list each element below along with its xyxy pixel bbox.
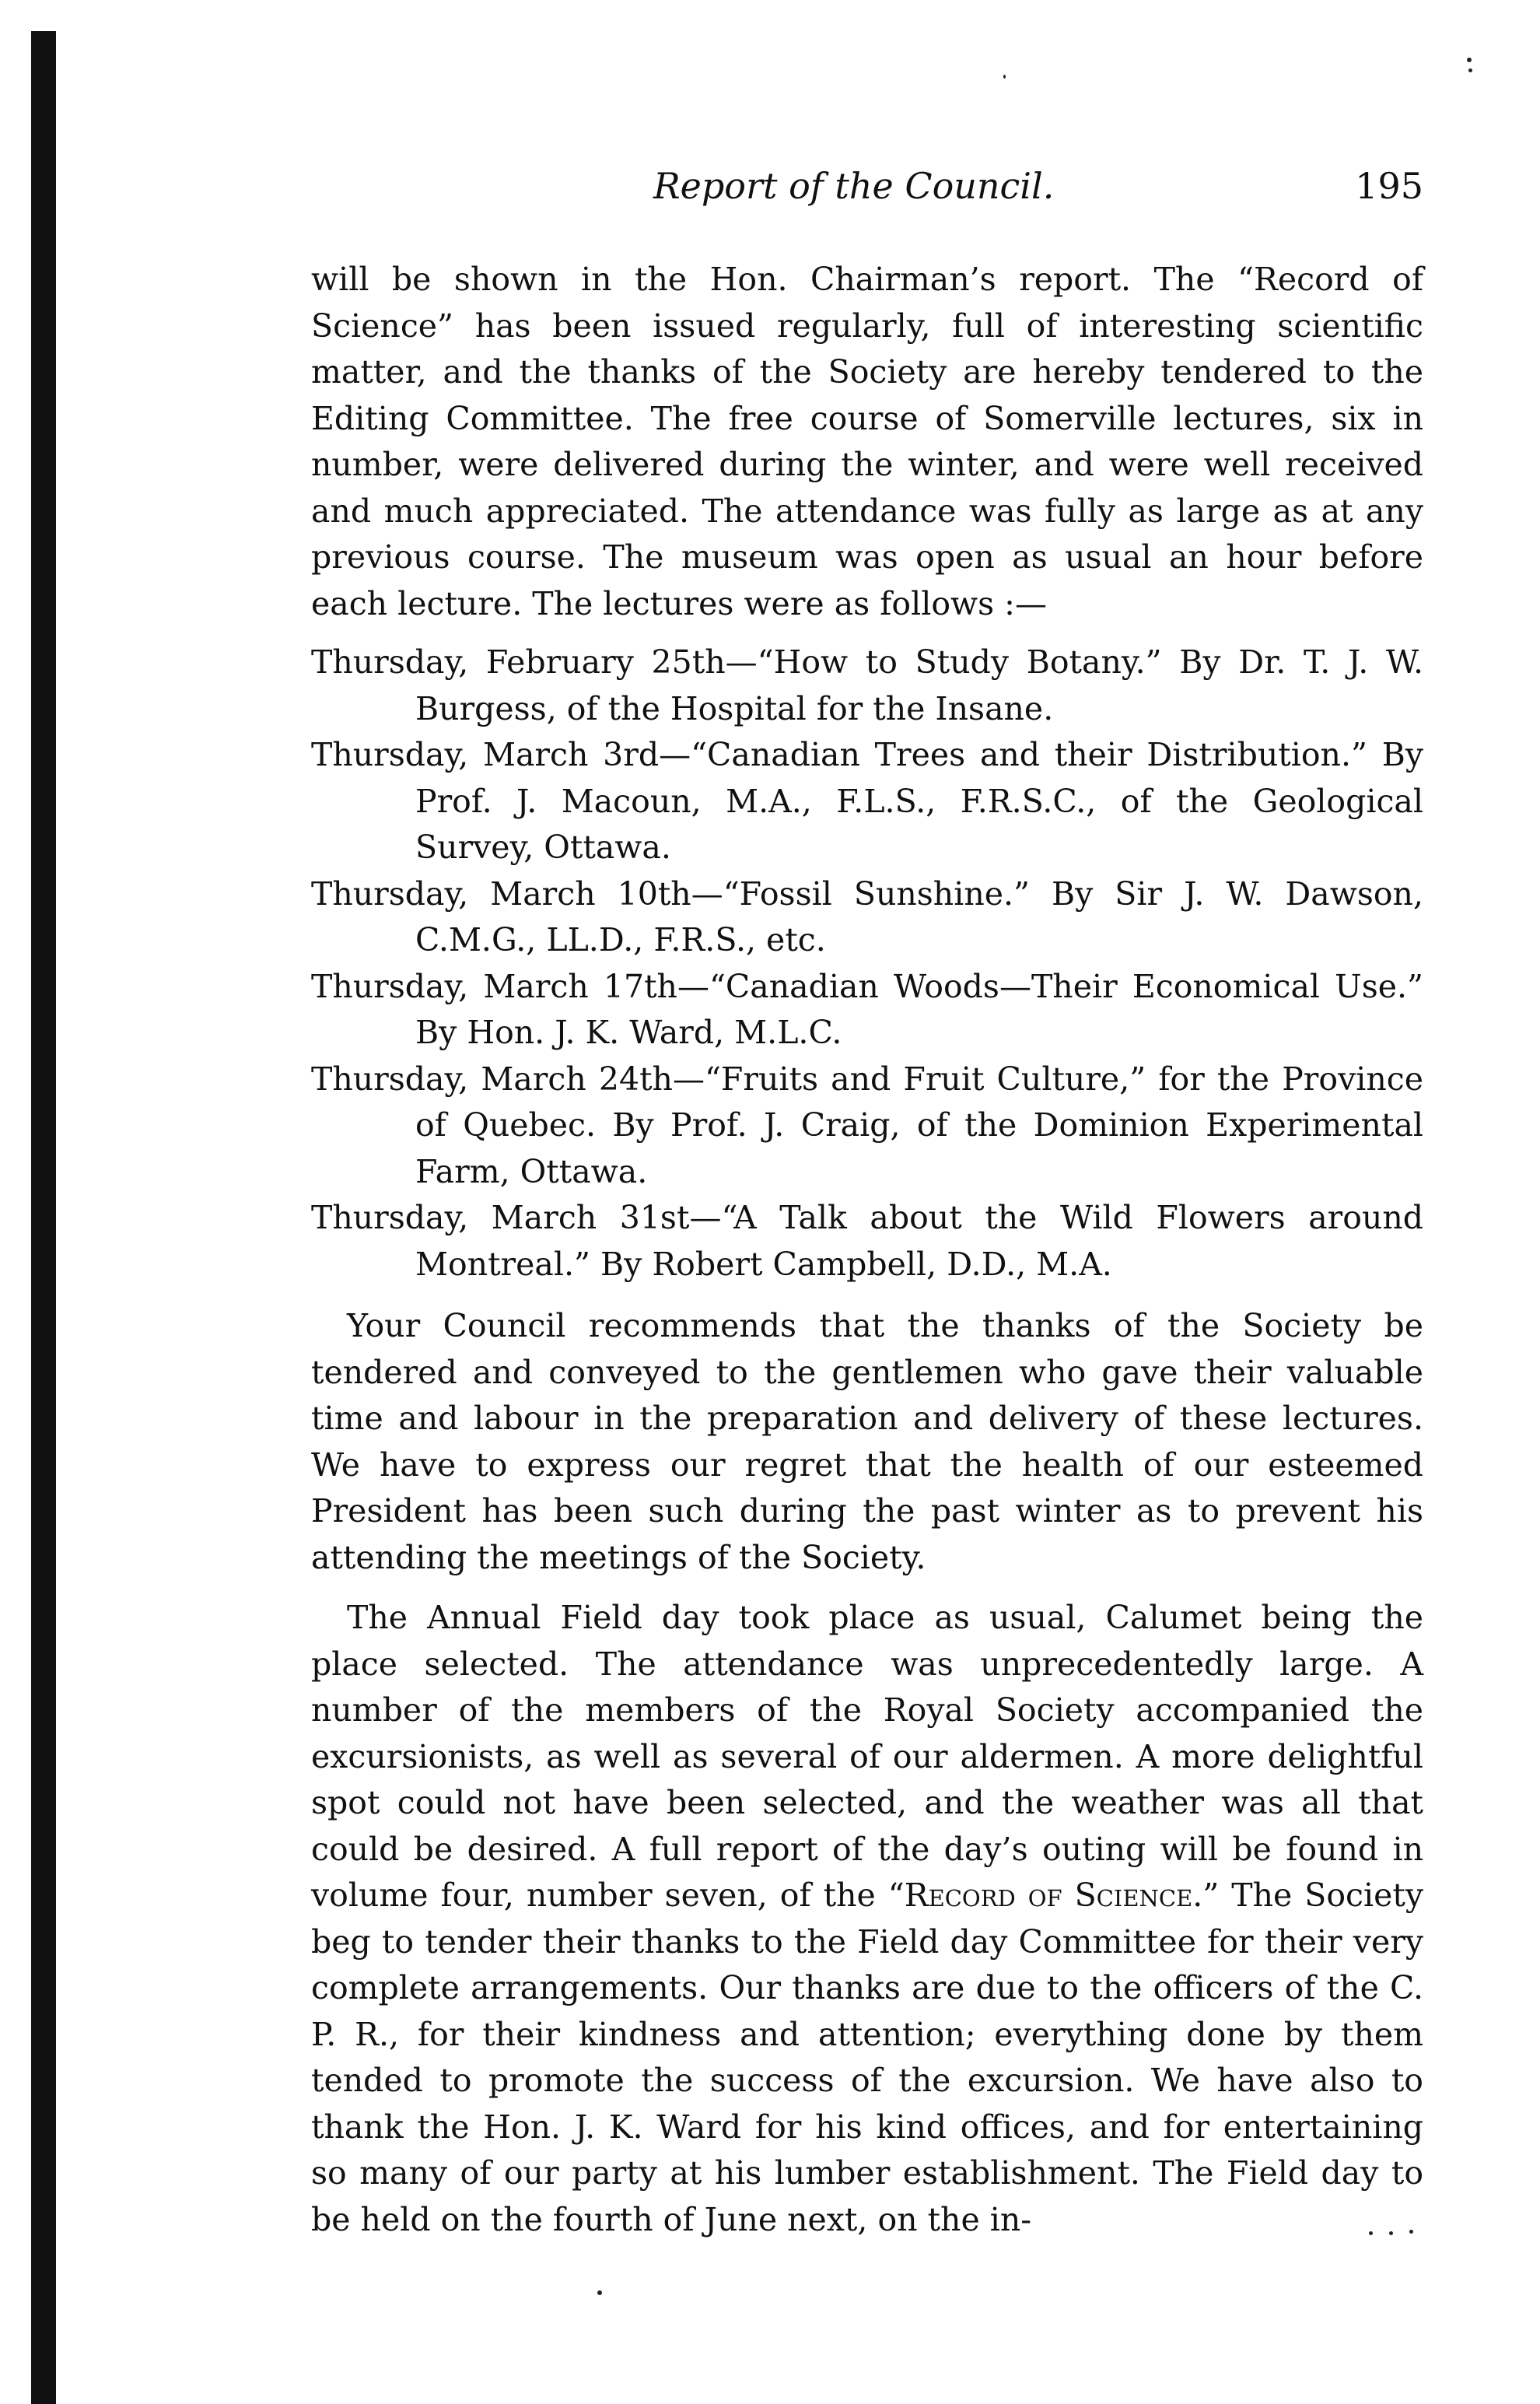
field-day-text-start: The Annual Field day took place as usual, Calumet being the place selected. The attendance was unprecedentedly large. A number of the members of the Royal Society accompanied the excursionists, as well as several of our aldermen. A more delightful spot could not have been selected, and the weather was all that could be desired. A full report of the day’s outing will be found in volume four, number seven, of the “: [311, 1599, 1423, 1914]
scan-speck: [1468, 68, 1472, 72]
page-number: 195: [1355, 165, 1423, 207]
thanks-paragraph: Your Council recommends that the thanks of the Society be tendered and conveyed to the gentlemen who gave their valuable time and labour in the preparation and delivery of these lectures. We have to express our regret that the health of our esteemed President has been such during the past winter as to prevent his attending the meetings of the Society.: [311, 1307, 1423, 1576]
intro-paragraph: will be shown in the Hon. Chairman’s report. The “Record of Science” has been issued regularly, full of interesting scientific matter, and the thanks of the Society are hereby tendered to the Editing Committee. The free course of Somerville lectures, six in number, were delivered during the winter, and were well received and much appreciated. The attendance was fully as large as at any previous course. The museum was open as usual an hour before each lecture. The lectures were as follows :—: [311, 261, 1423, 622]
field-day-text-end: .” The Society beg to tender their thanks to the Field day Committee for their very complete arrangements. Our thanks are due to the officers of the C. P. R., for their kindness and attention; everything done by them tended to promote the success of the excursion. We have also to thank the Hon. J. K. Ward for his kind offices, and for entertaining so many of our party at his lumber establishment. The Field day to be held on the fourth of June next, on the in-: [311, 1877, 1423, 2238]
lecture-list: [311, 640, 1423, 1288]
lecture-entry: Thursday, March 3rd—“Canadian Trees and their Distribution.” By Prof. J. Macoun, M.A., F.L.S., F.R.S.C., of the Geological Survey, Ottawa.: [311, 736, 1423, 866]
field-day-paragraph: [311, 1595, 1423, 2243]
running-head: [311, 165, 1423, 212]
lecture-entry: Thursday, March 10th—“Fossil Sunshine.” By Sir J. W. Dawson, C.M.G., LL.D., F.R.S., etc.: [311, 874, 1423, 958]
body-text: [311, 257, 1423, 2243]
journal-name: Record of Science: [904, 1877, 1193, 1914]
lecture-entry: Thursday, February 25th—“How to Study Botany.” By Dr. T. J. W. Burgess, of the Hospital for the Insane.: [311, 643, 1423, 727]
binding-edge: [31, 31, 56, 2404]
scan-speck: [1467, 58, 1472, 62]
scan-speck: [1003, 75, 1006, 79]
lecture-entry: Thursday, March 17th—“Canadian Woods—Their Economical Use.” By Hon. J. K. Ward, M.L.C.: [311, 967, 1423, 1051]
running-title: Report of the Council.: [653, 165, 1055, 207]
scan-speck: [597, 2290, 602, 2295]
lecture-entry: Thursday, March 31st—“A Talk about the Wild Flowers around Montreal.” By Robert Campbell, D.D., M.A.: [311, 1199, 1423, 1283]
lecture-entry: Thursday, March 24th—“Fruits and Fruit Culture,” for the Province of Quebec. By Prof. J. Craig, of the Dominion Experimental Farm, Ottawa.: [311, 1060, 1423, 1190]
